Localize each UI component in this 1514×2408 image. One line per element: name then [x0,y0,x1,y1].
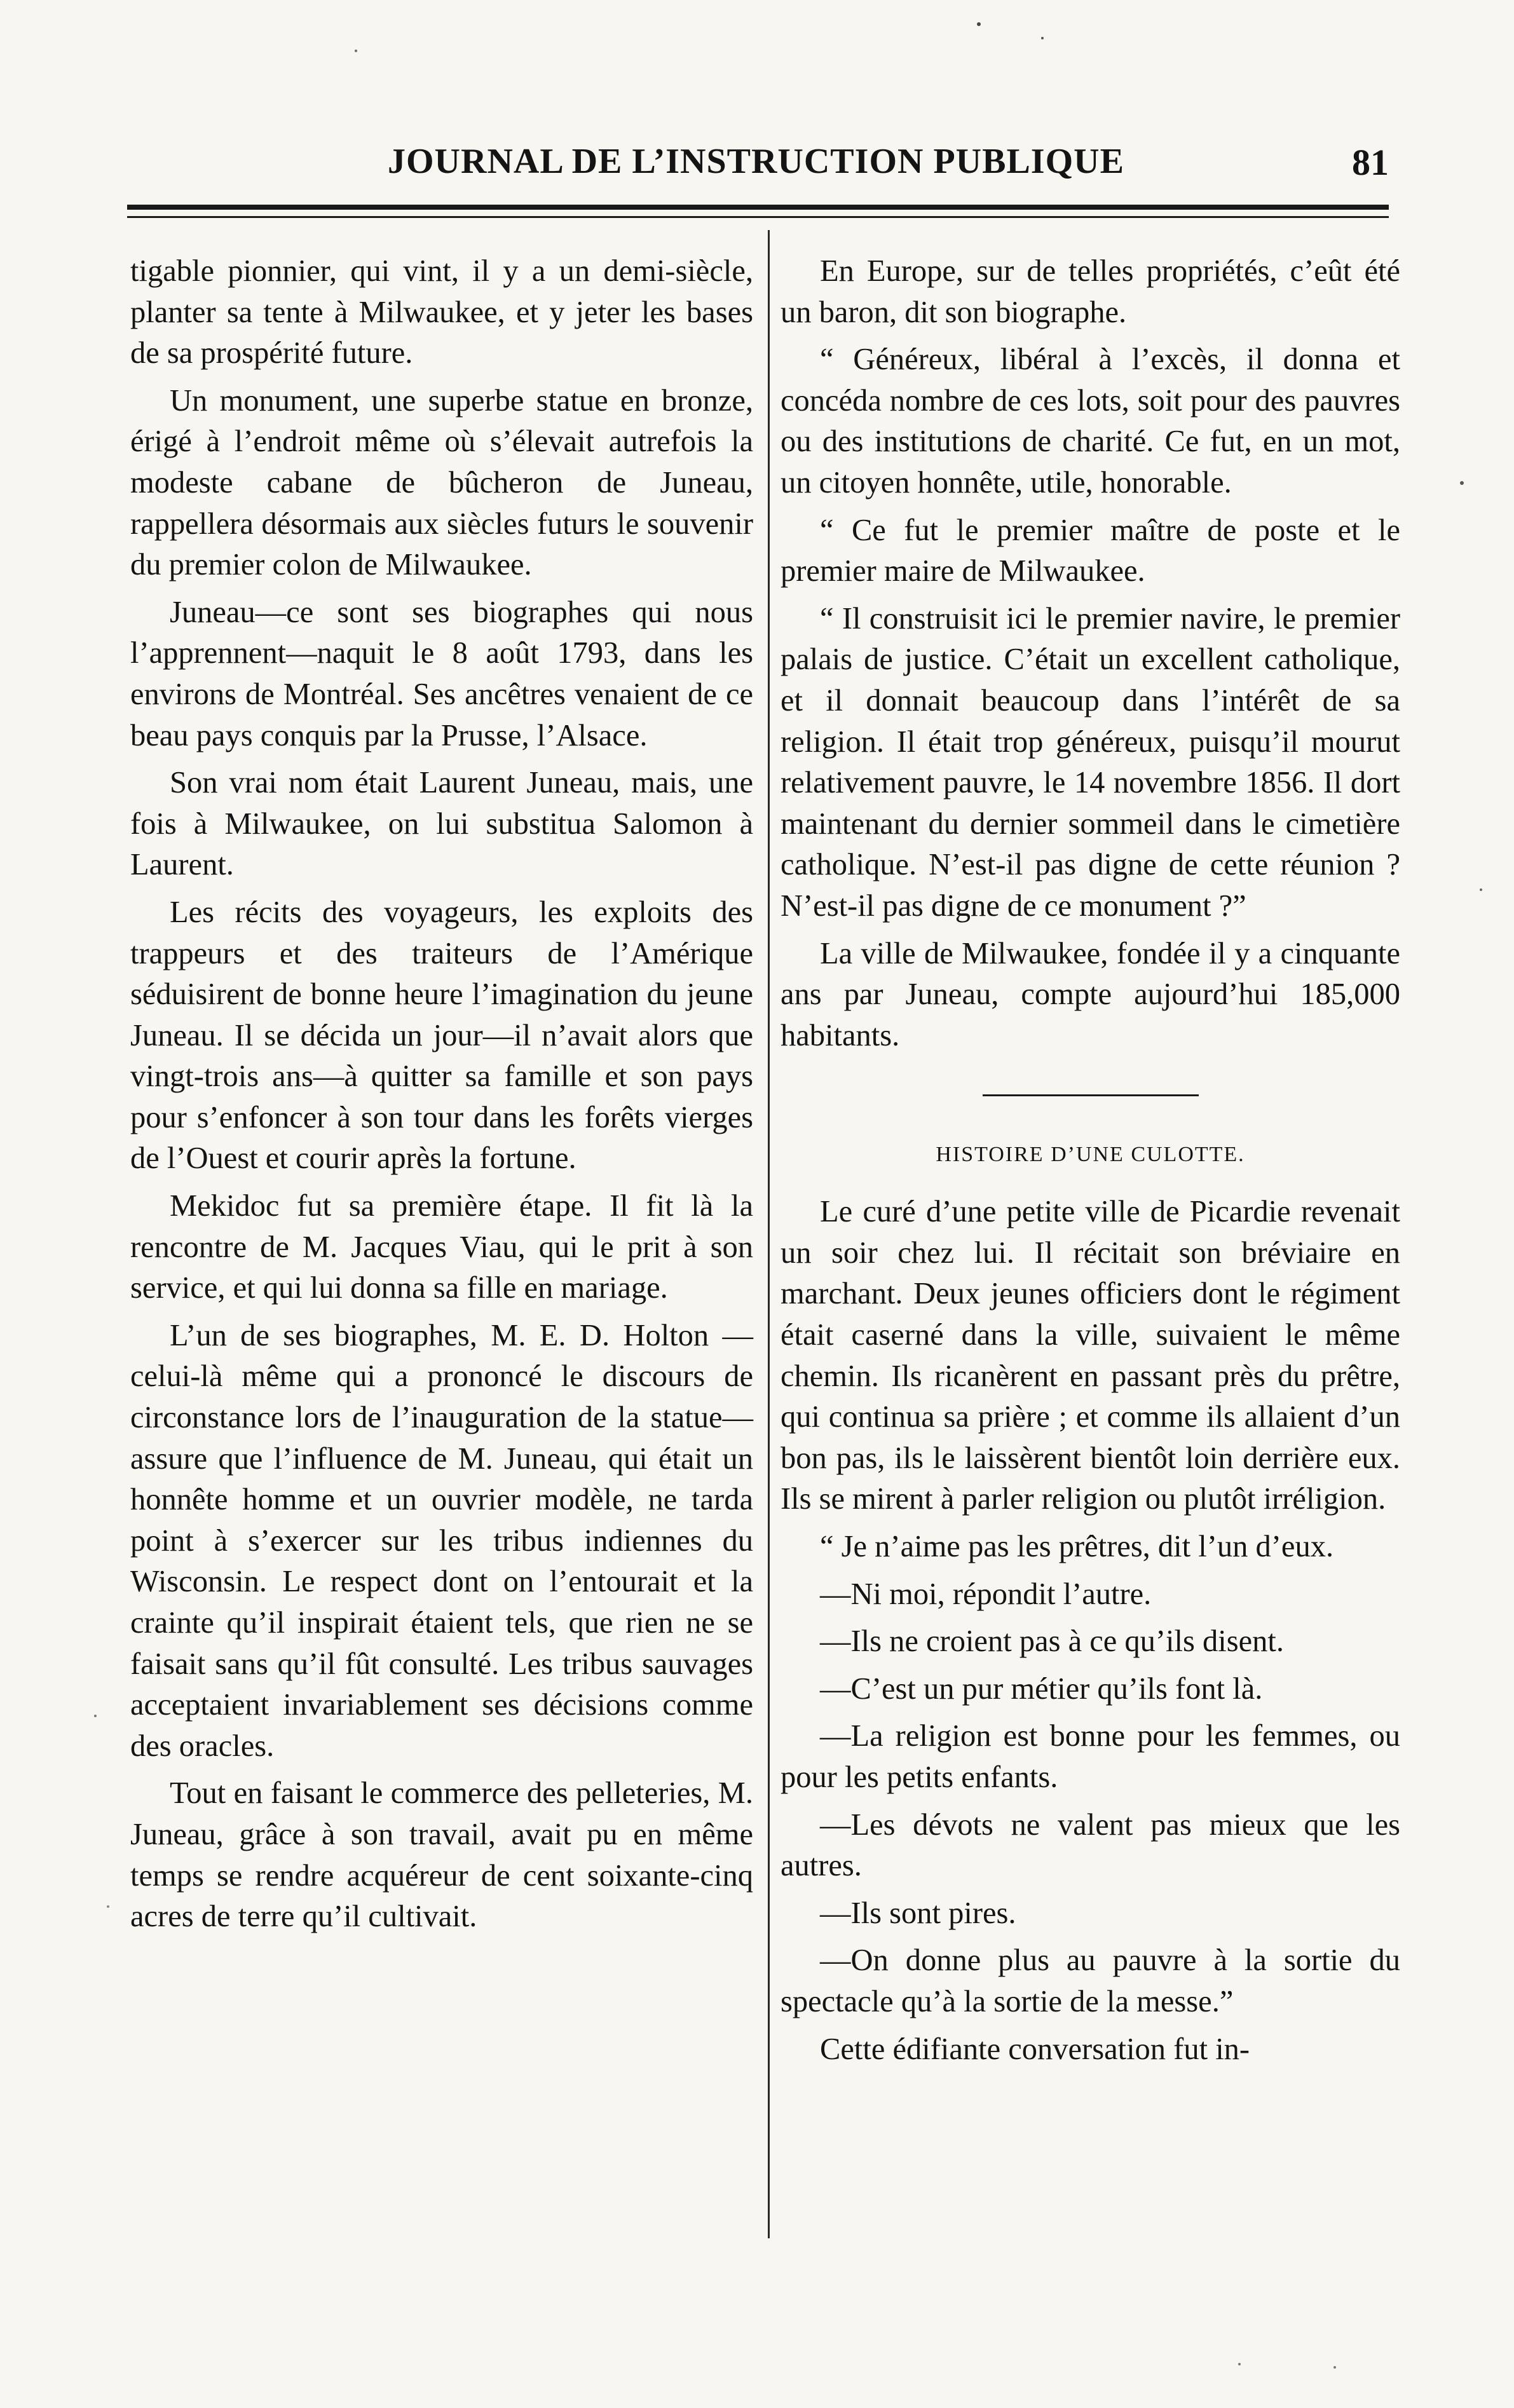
paragraph: Cette édifiante conversation fut in- [820,2032,1250,2066]
paragraph: Juneau—ce sont ses biographes qui nous l’apprennent—naquit le 8 août 1793, dans les environs de Montréal. Ses ancêtres venaient de ce beau pays conquis par la Prusse, l’Alsace. [130,595,753,752]
dialogue-line: —C’est un pur métier qu’ils font là. [820,1671,1263,1706]
dialogue-line: —La religion est bonne pour les femmes, ou pour les petits enfants. [781,1719,1400,1794]
paragraph: En Europe, sur de telles propriétés, c’eût été un baron, dit son biographe. [781,254,1400,329]
paragraph: “ Généreux, libéral à l’excès, il donna et concéda nombre de ces lots, soit pour des pauvres ou des institutions de charité. Ce fut, en un mot, un citoyen honnête, utile, honorable. [781,343,1400,500]
dialogue-line: —Ils sont pires. [820,1896,1016,1930]
paragraph: Le curé d’une petite ville de Picardie revenait un soir chez lui. Il récitait son bréviaire en marchant. Deux jeunes officiers dont le régiment était caserné dans la ville, suivaient le même chemin. Ils ricanèrent en passant près du prêtre, qui continua sa prière ; et comme ils allaient d’un bon pas, ils le laissèrent bientôt loin derrière eux. Ils se mirent à parler religion ou plutôt irréligion. [781,1195,1400,1516]
dialogue-line: —Les dévots ne valent pas mieux que les autres. [781,1807,1400,1883]
dialogue-line: —Ni moi, répondit l’autre. [820,1577,1152,1611]
paragraph: Mekidoc fut sa première étape. Il fit là la rencontre de M. Jacques Viau, qui le prit à son service, et qui lui donna sa fille en mariage. [130,1189,753,1305]
paragraph: Son vrai nom était Laurent Juneau, mais, une fois à Milwaukee, on lui substitua Salomon à Laurent. [130,766,753,882]
section-title: HISTOIRE D’UNE CULOTTE. [936,1143,1245,1167]
paragraph: L’un de ses biographes, M. E. D. Holton —celui-là même qui a prononcé le discours de circonstance lors de l’inauguration de la statue—assure que l’influence de M. Juneau, qui était un honnête homme et un ouvrier modèle, ne tarda point à s’exercer sur les tribus indiennes du Wisconsin. Le respect dont on l’entourait et la crainte qu’il inspirait étaient tels, que rien ne se faisait sans qu’il fût consulté. Les tribus sauvages acceptaient invariablement ses décisions comme des oracles. [130,1318,753,1763]
paragraph: Tout en faisant le commerce des pelleteries, M. Juneau, grâce à son travail, avait pu en même temps se rendre acquéreur de cent soixante-cinq acres de terre qu’il cultivait. [130,1776,753,1934]
paragraph: “ Ce fut le premier maître de poste et le premier maire de Milwaukee. [781,513,1400,588]
page-number: 81 [1352,142,1389,183]
running-title: JOURNAL DE L’INSTRUCTION PUBLIQUE [388,142,1124,181]
dialogue-line: —Ils ne croient pas à ce qu’ils disent. [820,1624,1284,1659]
paragraph: La ville de Milwaukee, fondée il y a cinquante ans par Juneau, compte aujourd’hui 185,000 habitants. [781,936,1400,1052]
paragraph: Les récits des voyageurs, les exploits des trappeurs et des traiteurs de l’Amérique séduisirent de bonne heure l’imagination du jeune Juneau. Il se décida un jour—il n’avait alors que vingt-trois ans—à quitter sa famille et son pays pour s’enfoncer à son tour dans les forêts vierges de l’Ouest et courir après la fortune. [130,895,753,1176]
dialogue-line: —On donne plus au pauvre à la sortie du spectacle qu’à la sortie de la messe.” [781,1943,1400,2018]
paragraph: Un monument, une superbe statue en bronze, érigé à l’endroit même où s’élevait autrefois la modeste cabane de bûcheron de Juneau, rappellera désormais aux siècles futurs le souvenir du premier colon de Milwaukee. [130,383,753,582]
dialogue-line: “ Je n’aime pas les prêtres, dit l’un d’eux. [820,1530,1334,1564]
paragraph: tigable pionnier, qui vint, il y a un demi-siècle, planter sa tente à Milwaukee, et y jeter les bases de sa prospérité future. [130,254,753,371]
paragraph: “ Il construisit ici le premier navire, le premier palais de justice. C’était un excellent catholique, et il donnait beaucoup dans l’intérêt de sa religion. Il était trop généreux, puisqu’il mourut relativement pauvre, le 14 novembre 1856. Il dort maintenant du dernier sommeil dans le cimetière catholique. N’est-il pas digne de cette réunion ? N’est-il pas digne de ce monument ?” [781,601,1400,923]
